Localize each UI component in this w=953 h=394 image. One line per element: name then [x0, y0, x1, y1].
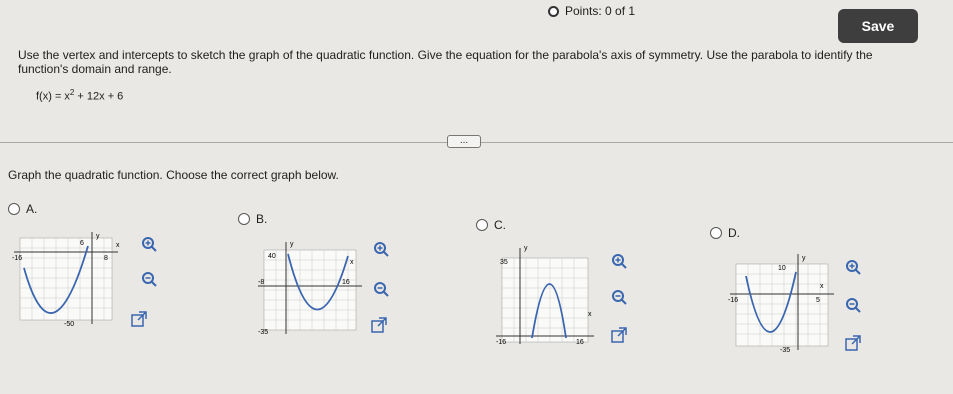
points-text: Points: 0 of 1 [565, 4, 636, 18]
save-button[interactable]: Save [838, 9, 918, 43]
option-a-label: A. [26, 202, 38, 216]
option-a-zoom-out-icon[interactable] [140, 270, 158, 288]
option-d-top-tick: 10 [778, 265, 786, 272]
points-indicator [548, 4, 635, 18]
option-a-right-tick: 8 [104, 255, 108, 262]
option-a-popout-icon[interactable] [130, 310, 148, 328]
function-exponent: 2 [69, 88, 75, 97]
option-a-zoom-in-icon[interactable] [140, 235, 158, 253]
option-b-x-label: x [350, 259, 354, 266]
option-a-bottom-tick: -50 [64, 321, 75, 328]
option-a-y-label: y [96, 233, 100, 240]
option-c-popout-icon[interactable] [610, 326, 628, 344]
option-c-top-tick: 35 [500, 259, 508, 266]
option-d-zoom-out-icon[interactable] [844, 296, 862, 314]
function-rhs: + 12x + 6 [74, 90, 124, 103]
function-equation [36, 88, 123, 103]
progress-ring-icon [548, 6, 559, 17]
option-c-right-tick: 16 [576, 339, 584, 346]
option-d-right-tick: 5 [816, 297, 820, 304]
option-c-zoom-out-icon[interactable] [610, 288, 628, 306]
option-c-label: C. [494, 218, 506, 232]
option-c-zoom-in-icon[interactable] [610, 252, 628, 270]
option-c-radio[interactable] [476, 219, 488, 231]
option-b[interactable] [238, 212, 267, 226]
option-c-y-label: y [524, 245, 528, 252]
option-d-zoom-in-icon[interactable] [844, 258, 862, 276]
option-c-left-tick: -16 [496, 339, 507, 346]
option-a-left-tick: -16 [12, 255, 23, 262]
option-b-popout-icon[interactable] [370, 316, 388, 334]
option-b-left-tick: -8 [258, 279, 265, 286]
option-d-y-label: y [802, 255, 806, 262]
option-a-top-tick: 6 [80, 240, 84, 247]
option-a-graph [12, 228, 122, 328]
option-b-top-tick: 40 [268, 253, 276, 260]
option-b-right-tick: 16 [342, 279, 350, 286]
option-d-graph [728, 250, 838, 354]
option-d[interactable] [710, 226, 740, 240]
option-b-radio[interactable] [238, 213, 250, 225]
option-b-y-label: y [290, 241, 294, 248]
option-d-bottom-tick: -35 [780, 347, 791, 354]
function-lhs: f(x) = x [36, 90, 70, 103]
option-a-radio[interactable] [8, 203, 20, 215]
option-a[interactable] [8, 202, 37, 216]
option-d-radio[interactable] [710, 227, 722, 239]
option-d-left-tick: -16 [728, 297, 739, 304]
sub-prompt: Graph the quadratic function. Choose the correct graph below. [8, 168, 339, 182]
question-instructions: Use the vertex and intercepts to sketch the graph of the quadratic function. Give the equation for the parabola's axis of symmetry. Use the parabola to identify the function's domain and range. [18, 48, 873, 76]
option-b-graph [256, 236, 366, 340]
expand-more-button[interactable]: ... [447, 135, 481, 148]
option-d-popout-icon[interactable] [844, 334, 862, 352]
option-c-x-label: x [588, 311, 592, 318]
option-b-label: B. [256, 212, 268, 226]
option-b-bottom-tick: -35 [258, 329, 269, 336]
option-b-zoom-in-icon[interactable] [372, 240, 390, 258]
option-d-label: D. [728, 226, 740, 240]
option-c-graph [494, 240, 604, 348]
option-b-zoom-out-icon[interactable] [372, 280, 390, 298]
option-a-x-label: x [116, 242, 120, 249]
option-d-x-label: x [820, 283, 824, 290]
option-c[interactable] [476, 218, 506, 232]
